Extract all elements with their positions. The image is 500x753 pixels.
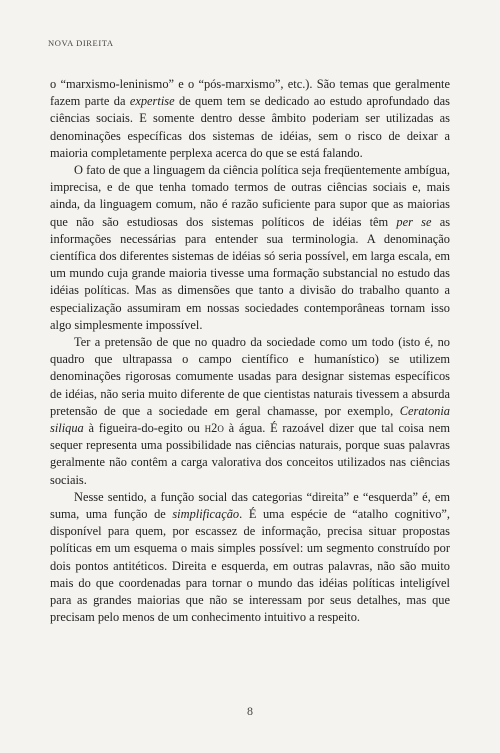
paragraph-2-text-a: O fato de que a linguagem da ciência política seja freqüentemente ambígua, imprecisa, e de que tenha tomado termos de outras ciências sociais e, mais ainda, da linguagem comum, não é razão suficiente para supor que as maiorias que não são estudiosas dos sistemas políticos de idéias têm: [50, 163, 450, 229]
paragraph-3-small-caps: h2o: [204, 421, 224, 436]
paragraph-1-emphasis: expertise: [129, 94, 175, 109]
page-number: 8: [247, 704, 253, 718]
paragraph-2-text-b: as informações necessárias para entender sua terminologia. A denominação científica dos diferentes sistemas de idéias só seria possível, em larga escala, em um mundo cuja grande maioria tivesse uma formação substancial no estudo das idéias políticas. Mas as dimensões que tanto a divisão do trabalho quanto a especialização assumiram em nossas sociedades contemporâneas tornam isso algo simplesmente impossível.: [50, 214, 451, 332]
paragraph-1-text-b: de quem tem se dedicado ao estudo aprofundado das ciências sociais. E somente dentro desse âmbito poderiam ser utilizadas as denominações específicas dos sistemas de idéias, sem o risco de deixar a maioria completamente perplexa acerca do que se está falando.: [50, 94, 451, 160]
paragraph-4-text-a: Nesse sentido, a função social das categorias “direita” e “esquerda” é, em suma, uma função de: [50, 489, 450, 522]
paragraph-3-text-a: Ter a pretensão de que no quadro da sociedade como um todo (isto é, no quadro que ultrapassa o campo científico e humanístico) se utilizem denominações rigorosas comumente usadas para designar sistemas específicos de idéias, não seria muito diferente de que cientistas naturais tivessem a absurda pretensão de que a sociedade em geral chamasse, por exemplo,: [50, 335, 450, 418]
paragraph-1-text-a: o “marxismo-leninismo” e o “pós-marxismo”, etc.). São temas que geralmente fazem parte da: [50, 77, 450, 109]
paragraph-3-text-b: à figueira-do-egito ou: [83, 421, 205, 436]
paragraph-3-text-c: à água. É razoável dizer que tal coisa nem sequer representa uma possibilidade nas ciências naturais, porque suas palavras geralmente não contêm a carga valorativa dos conceitos utilizados nas ciências sociais.: [50, 421, 450, 487]
body-text: [50, 76, 450, 627]
paragraph-3: [50, 334, 450, 489]
paragraph-3-emphasis: Ceratonia siliqua: [50, 403, 450, 436]
paragraph-2: [50, 162, 450, 334]
paragraph-2-emphasis: per se: [396, 214, 432, 229]
paragraph-4: [50, 489, 450, 627]
running-head: NOVA DIREITA: [48, 38, 114, 48]
paragraph-1: [50, 76, 450, 162]
paragraph-4-text-b: . É uma espécie de “atalho cognitivo”, disponível para quem, por escassez de informação, precisa situar propostas políticas em um esquema o mais simples possível: um segmento construído por dois pontos antitéticos. Direita e esquerda, em outras palavras, não são muito mais do que coordenadas para tornar o mundo das idéias políticas inteligível para as grandes maiorias que não se interessam por seus detalhes, mas que precisam pelo menos de um conhecimento intuitivo a respeito.: [50, 507, 450, 625]
paragraph-4-emphasis: simplificação: [172, 507, 240, 522]
